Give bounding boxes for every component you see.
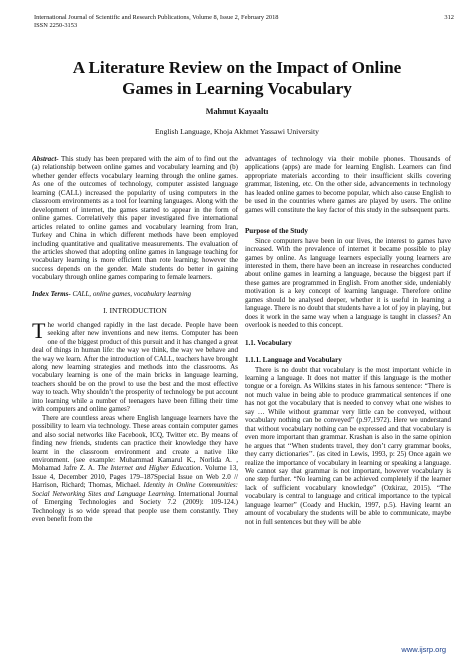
- intro-p2-part-c: . International Journal of Emerging Technologies and Society 7.2 (2009): 109-124.) Technology is so wide spread that people use them constantly. They even benefit from the: [32, 489, 238, 524]
- journal-header: [34, 14, 454, 30]
- paper-title-line-1: A Literature Review on the Impact of Online: [72, 58, 402, 77]
- purpose-paragraph: Since computers have been in our lives, the interest to games have increased. With the prevalence of internet it became possible to play games by online. As language learners especially young learners are interested in them, there have been an increase in researches conducted about online games in learning a language, because the biggest part if these games are programmed in English. From another side, undeniably motivation is a key concept of learning language. Therefore online games should be analysed deeper, whether it is useful in learning a language. There is no doubt that students have a lot of joy in playing, but does it work in the same way when a language is taught in classes? An overlook is needed to this concept.: [245, 236, 451, 330]
- abstract-label: Abstract-: [32, 155, 59, 163]
- author-name: Mahmut Kayaaltı: [205, 107, 269, 116]
- intro-p2-part-a: There are countless areas where English language learners have the possibility to learn via technology. These areas contain computer games and also social networks like Facebook, ICQ, Twitter etc. By means of finding new friends, students can practice their knowledge they have learnt in the classroom environment and create a native like environment. (see example: Muhammad Kamarul K., Norlida A. , Mohamad Jafre Z. A.: [32, 413, 238, 473]
- left-column: [32, 155, 238, 524]
- author-affiliation: English Language, Khoja Akhmet Yassawi University: [155, 127, 319, 136]
- issn: ISSN 2250-3153: [34, 22, 78, 29]
- index-terms: [32, 290, 238, 298]
- page-number: 312: [444, 14, 454, 21]
- journal-name-citation: The Internet and Higher Education: [97, 464, 201, 473]
- introduction-heading: I. INTRODUCTION: [103, 306, 167, 316]
- intro-p2-part-b: . Volume 13, Issue 4, December 2010, Pages 179–187Special Issue on Web 2.0 // Harrison, Richard; Thomas, Michael.: [32, 464, 238, 490]
- right-column: [245, 155, 451, 526]
- introduction-paragraph-2: [32, 414, 238, 524]
- journal-citation: International Journal of Scientific and Research Publications, Volume 8, Issue 2, February 2018: [34, 14, 279, 21]
- language-vocabulary-paragraph: There is no doubt that vocabulary is the most important vehicle in learning a language. It does not matter if this language is the mother tongue or a foreign. As Wilkins states in his famous sentence: “There is not much value in being able to produce grammatical sentences if one has not got the vocabulary that is needed to convey what one wishes to say … While without grammar very little can be conveyed, without vocabulary nothing can be conveyed” (p.97,1972). Here we understand that without vocabulary nothing can be expressed and that vocabulary is even more important than grammar. Krashan is also in the same opinion he argues that ‘‘When students travel, they don’t carry grammar books, they carry dictionaries’’. (as cited in Lewis, 1993, p: 25) Once again we realize the importance of vocabulary in learning or speaking a language. We cannot say that grammar is not important, however vocabulary is one step further. “No learning can be achieved completely if the learner lack of sufficient vocabulary knowledge” (Ozkiraz, 2015). “The vocabulary is central to language and critical importance to the typical language learner” (Coady and Huckin, 1997, p.5). Having learnt an amount of vocabulary the students will be able to communicate, maybe not in full sentences but they will be able: [245, 365, 451, 526]
- language-vocabulary-heading: 1.1.1. Language and Vocabulary: [245, 356, 342, 365]
- abstract-text: This study has been prepared with the aim of to find out the (a) relationship between online games and vocabulary learning and (b) whether gender effects vocabulary learning through the online games. As one of the outcomes of technology, computer assisted language learning (CALL) increased the popularity of using computers in the classroom environments as a tool for learning languages. Along with the development of internet, the games started to appear in the form of online games. Correlatively this paper investigated five international articles related to online games and vocabulary learning from Iran, Turkey and China in which different methods have been employed including quantitative and qualitative measurements. The evaluation of the articles showed that adopting online games in language teaching for vocabulary learning is more efficient than rote learning; however the success depends on the gender. Male students do better in gaining vocabulary through online games comparing to female learners.: [32, 155, 238, 282]
- paper-title: [0, 57, 474, 99]
- footer-url-link[interactable]: www.ijsrp.org: [401, 645, 446, 654]
- purpose-heading: Purpose of the Study: [245, 227, 308, 236]
- continued-paragraph: advantages of technology via their mobile phones. Thousands of applications (apps) are made for learning English. Learners can find appropriate materials according to their insufficient skills covering grammar, listening, etc. On the other side, advancements in technology has leaded online games to become popular, which also cause English to be used in the countries where games are played by users. The online games will constitute the key factor of this study in the subsequent parts.: [245, 155, 451, 214]
- introduction-paragraph-1: The world changed rapidly in the last decade. People have been seeking after new inventions and new items. Computer has been one of the biggest product of this pursuit and it has changed a great deal of things in human life: the way we think, the way we behave and the way we learn. After the introduction of CALL, teachers have brought along new learning strategies and methods into the classrooms. As vocabulary learning is one of the main bricks in language learning, teachers should be on the prowl to use the best and the most effective way to teach. Why shouldn’t the prosperity of technology be put account into learning while a number of teenagers have been filling their time with computers and online games?: [32, 317, 238, 414]
- vocabulary-heading: 1.1. Vocabulary: [245, 338, 292, 347]
- paper-title-line-2: Games in Learning Vocabulary: [122, 79, 352, 98]
- index-terms-text: CALL, online games, vocabulary learning: [70, 289, 192, 298]
- abstract: [32, 155, 238, 282]
- index-terms-label: Index Terms-: [32, 289, 71, 298]
- article-title-citation: Identity in Online Communities: Social Networking Sites and Language Learning: [32, 481, 238, 498]
